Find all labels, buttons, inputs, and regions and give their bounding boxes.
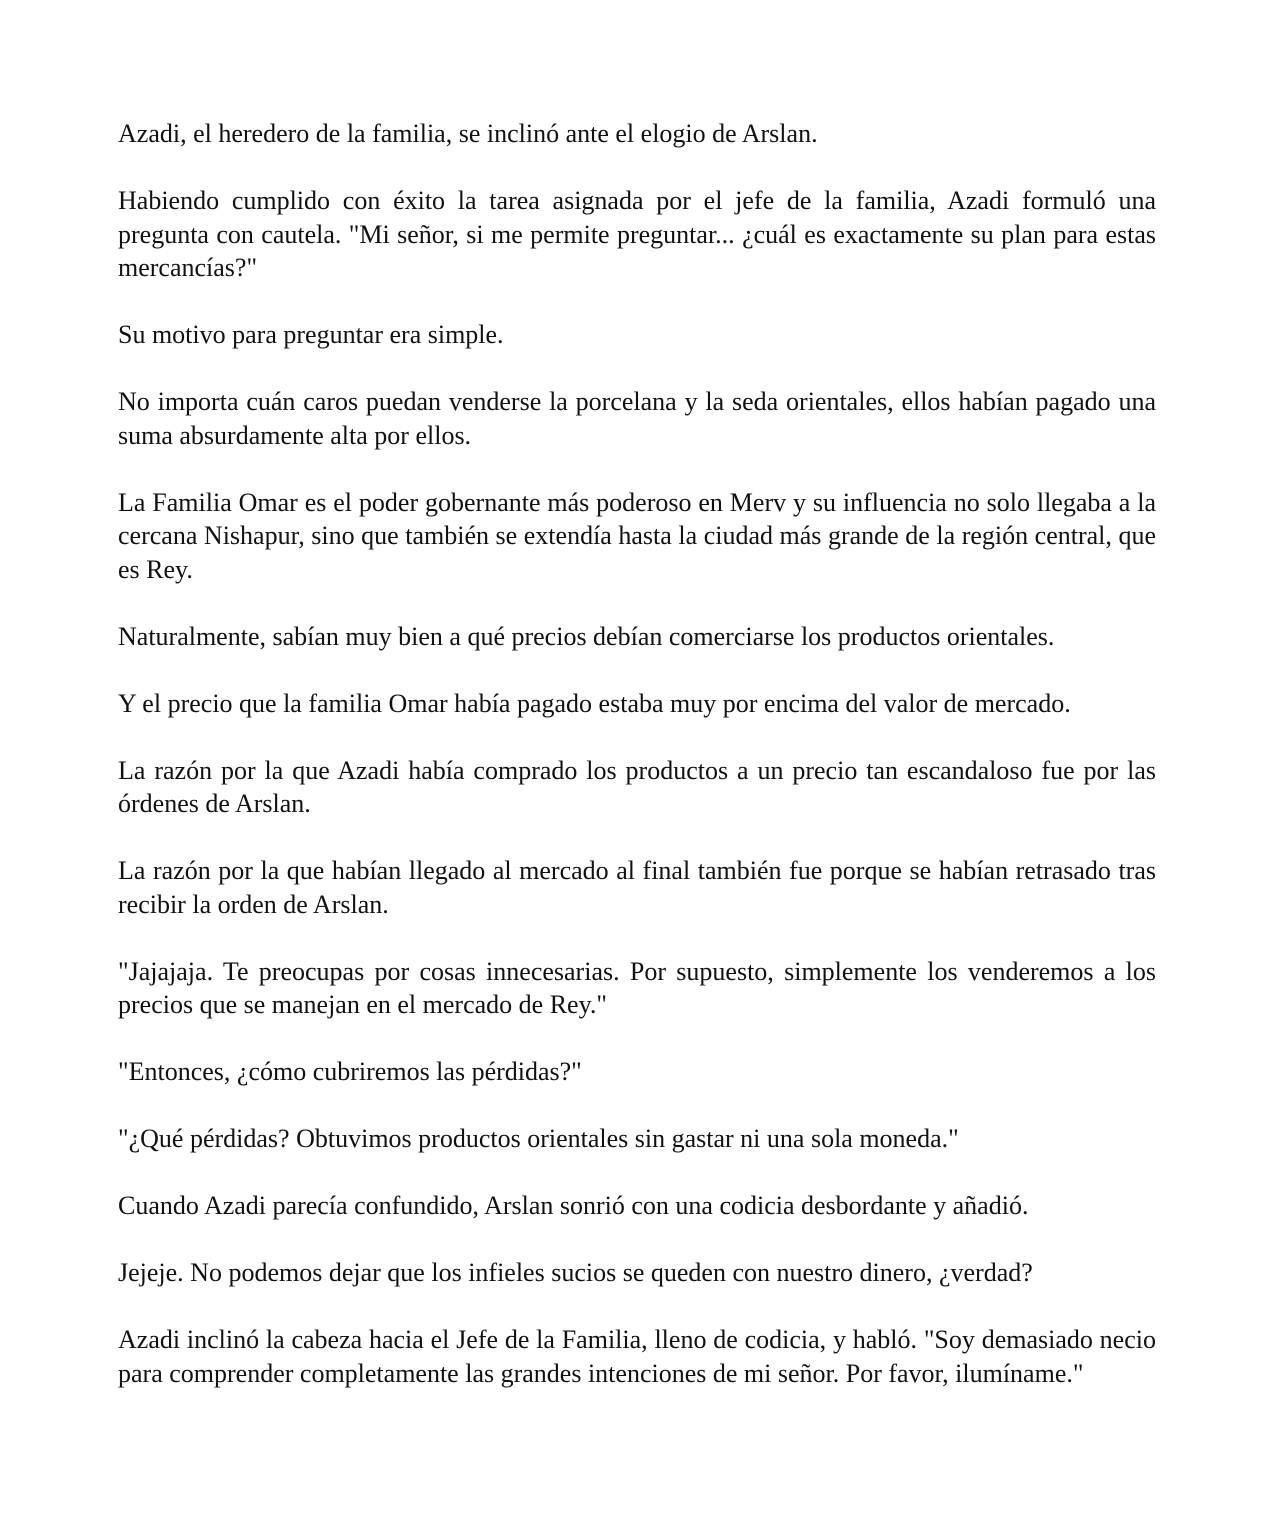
paragraph: "Jajajaja. Te preocupas por cosas innecesarias. Por supuesto, simplemente los venderemos a los precios que se manejan en el mercado de Rey." — [118, 956, 1156, 1019]
paragraph: Su motivo para preguntar era simple. — [118, 320, 504, 349]
paragraph: "Entonces, ¿cómo cubriremos las pérdidas?" — [118, 1057, 582, 1086]
paragraph: La razón por la que Azadi había comprado los productos a un precio tan escandaloso fue por las órdenes de Arslan. — [118, 755, 1156, 818]
paragraph: La razón por la que habían llegado al mercado al final también fue porque se habían retrasado tras recibir la orden de Arslan. — [118, 856, 1156, 919]
paragraph: Y el precio que la familia Omar había pagado estaba muy por encima del valor de mercado. — [118, 688, 1071, 718]
paragraph: Cuando Azadi parecía confundido, Arslan sonrió con una codicia desbordante y añadió. — [118, 1191, 1029, 1220]
paragraph: Naturalmente, sabían muy bien a qué precios debían comerciarse los productos orientales. — [118, 621, 1055, 651]
paragraph: Azadi inclinó la cabeza hacia el Jefe de la Familia, lleno de codicia, y habló. "Soy demasiado necio para comprender completamente las grandes intenciones de mi señor. Por favor, ilumíname." — [118, 1325, 1156, 1388]
paragraph: "¿Qué pérdidas? Obtuvimos productos orientales sin gastar ni una sola moneda." — [118, 1124, 959, 1153]
paragraph: Jejeje. No podemos dejar que los infieles sucios se queden con nuestro dinero, ¿verdad? — [118, 1258, 1033, 1287]
paragraph: La Familia Omar es el poder gobernante más poderoso en Merv y su influencia no solo llegaba a la cercana Nishapur, sino que también se extendía hasta la ciudad más grande de la región central, que es Rey. — [118, 487, 1156, 584]
document-page — [118, 117, 1156, 1390]
paragraph: No importa cuán caros puedan venderse la porcelana y la seda orientales, ellos habían pagado una suma absurdamente alta por ellos. — [118, 387, 1156, 450]
paragraph: Azadi, el heredero de la familia, se inclinó ante el elogio de Arslan. — [118, 119, 818, 148]
paragraph: Habiendo cumplido con éxito la tarea asignada por el jefe de la familia, Azadi formuló una pregunta con cautela. "Mi señor, si me permite preguntar... ¿cuál es exactamente su plan para estas mercancías?" — [118, 186, 1156, 282]
